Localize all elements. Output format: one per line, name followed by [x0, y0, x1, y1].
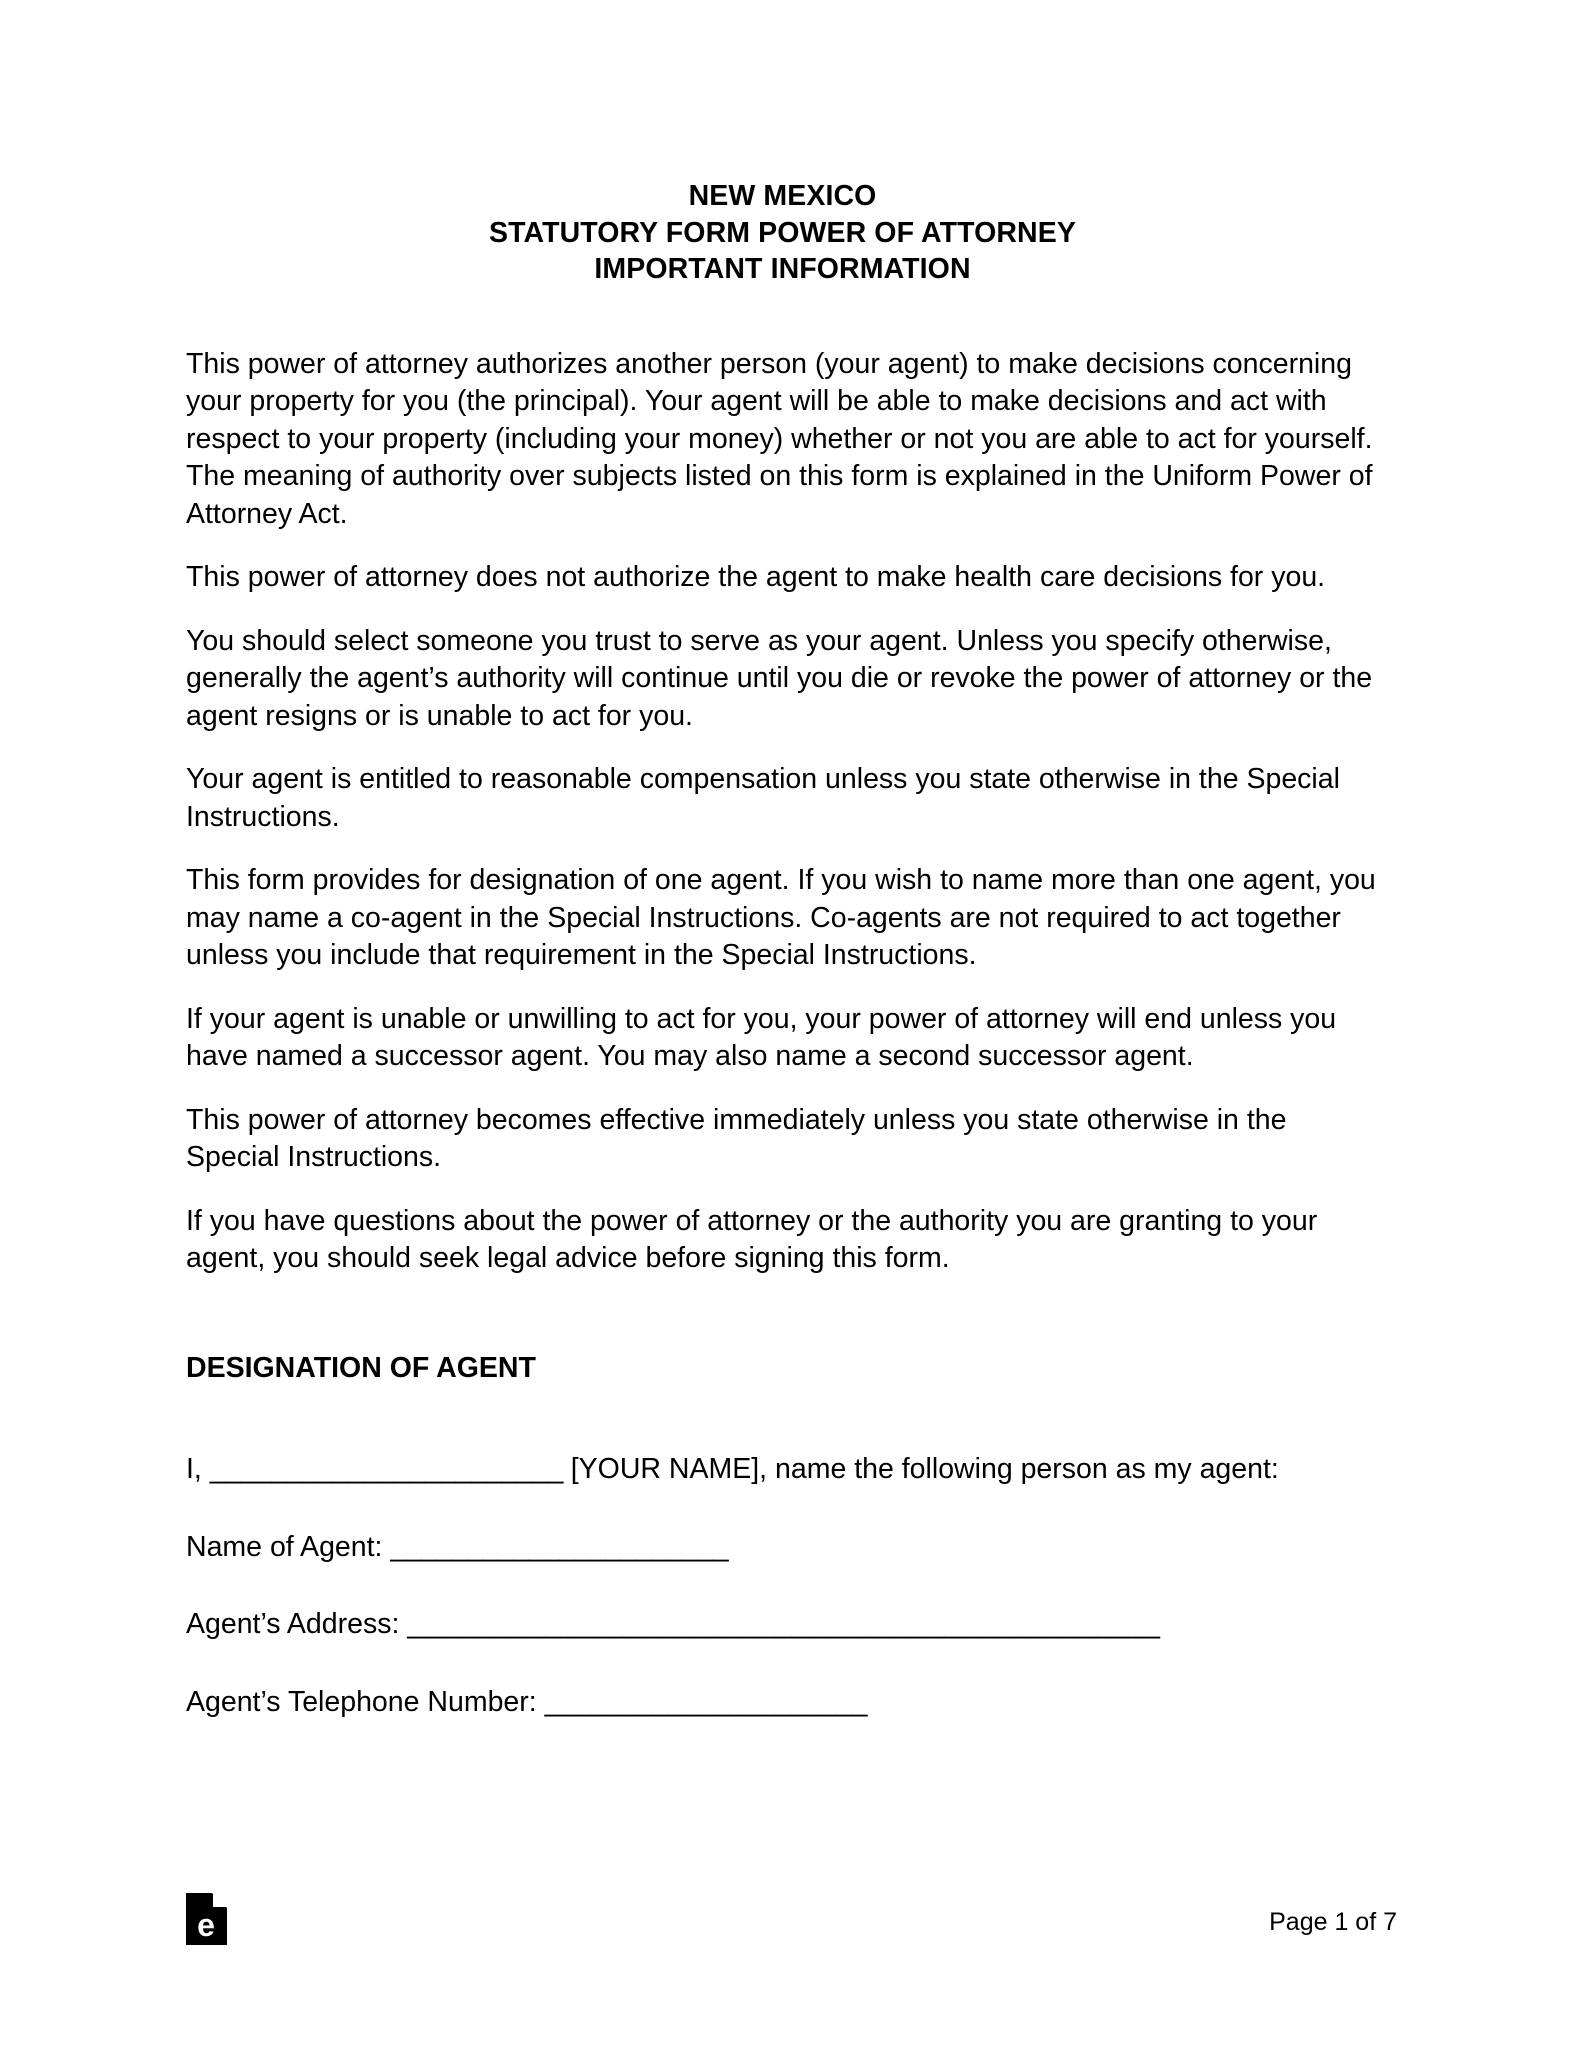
title-line-form-name: STATUTORY FORM POWER OF ATTORNEY: [489, 216, 1076, 249]
field-agent-name-label: Name of Agent:: [186, 1530, 391, 1563]
designation-of-agent-fields: [186, 1451, 1379, 1721]
paragraph-health-care-exclusion: This power of attorney does not authorize the agent to make health care decisions for you.: [186, 561, 1326, 593]
page-number: Page 1 of 7: [1269, 1908, 1397, 1936]
paragraph-successor-agent: If your agent is unable or unwilling to act for you, your power of attorney will end unless you have named a successor agent. You may also name a second successor agent.: [186, 1002, 1337, 1072]
field-agent-telephone-label: Agent’s Telephone Number:: [186, 1685, 545, 1718]
svg-text:e: e: [197, 1907, 215, 1943]
field-agent-name: [186, 1529, 1379, 1567]
field-agent-address-label: Agent’s Address:: [186, 1608, 408, 1640]
title-line-state: NEW MEXICO: [688, 180, 877, 212]
field-principal-name-blank[interactable]: _______________________: [209, 1453, 563, 1485]
field-agent-telephone: [186, 1684, 1379, 1722]
field-agent-address: [186, 1606, 1379, 1644]
field-agent-telephone-blank[interactable]: _____________________: [544, 1685, 867, 1718]
paragraph-effective-date: This power of attorney becomes effective immediately unless you state otherwise in the Special Instructions.: [186, 1103, 1287, 1173]
paragraph-agent-compensation: Your agent is entitled to reasonable compensation unless you state otherwise in the Special Instructions.: [186, 763, 1340, 833]
section-heading-designation-of-agent: DESIGNATION OF AGENT: [186, 1351, 536, 1384]
eforms-document-logo-icon: [186, 1893, 227, 1945]
field-principal-name: [186, 1451, 1379, 1489]
paragraph-co-agent-designation: This form provides for designation of one agent. If you wish to name more than one agent, you may name a co-agent in the Special Instructions. Co-agents are not required to act together unless you include that requirement in the Special Instructions.: [186, 864, 1376, 971]
page-footer: [186, 1893, 1397, 1963]
field-principal-name-prefix: I,: [186, 1453, 210, 1485]
paragraph-authorization: This power of attorney authorizes another person (your agent) to make decisions concerning your property for you (the principal). Your agent will be able to make decisions and act with respect to your property (including your money) whether or not you are able to act for yourself. The meaning of authority over subjects listed on this form is explained in the Uniform Power of Attorney Act.: [186, 347, 1373, 530]
paragraph-select-trusted-agent: You should select someone you trust to serve as your agent. Unless you specify otherwise, generally the agent’s authority will continue until you die or revoke the power of attorney or the agent resigns or is unable to act for you.: [186, 624, 1373, 732]
important-information-body: [186, 346, 1379, 1278]
field-agent-name-blank[interactable]: ______________________: [390, 1530, 729, 1563]
document-title: [186, 0, 1379, 288]
title-line-section: IMPORTANT INFORMATION: [594, 253, 971, 285]
field-principal-name-suffix: [YOUR NAME], name the following person as my agent:: [562, 1453, 1279, 1485]
field-agent-address-blank[interactable]: _________________________________________________: [407, 1608, 1160, 1640]
paragraph-legal-advice: If you have questions about the power of attorney or the authority you are granting to your agent, you should seek legal advice before signing this form.: [186, 1204, 1318, 1274]
page-content: [186, 0, 1379, 1721]
